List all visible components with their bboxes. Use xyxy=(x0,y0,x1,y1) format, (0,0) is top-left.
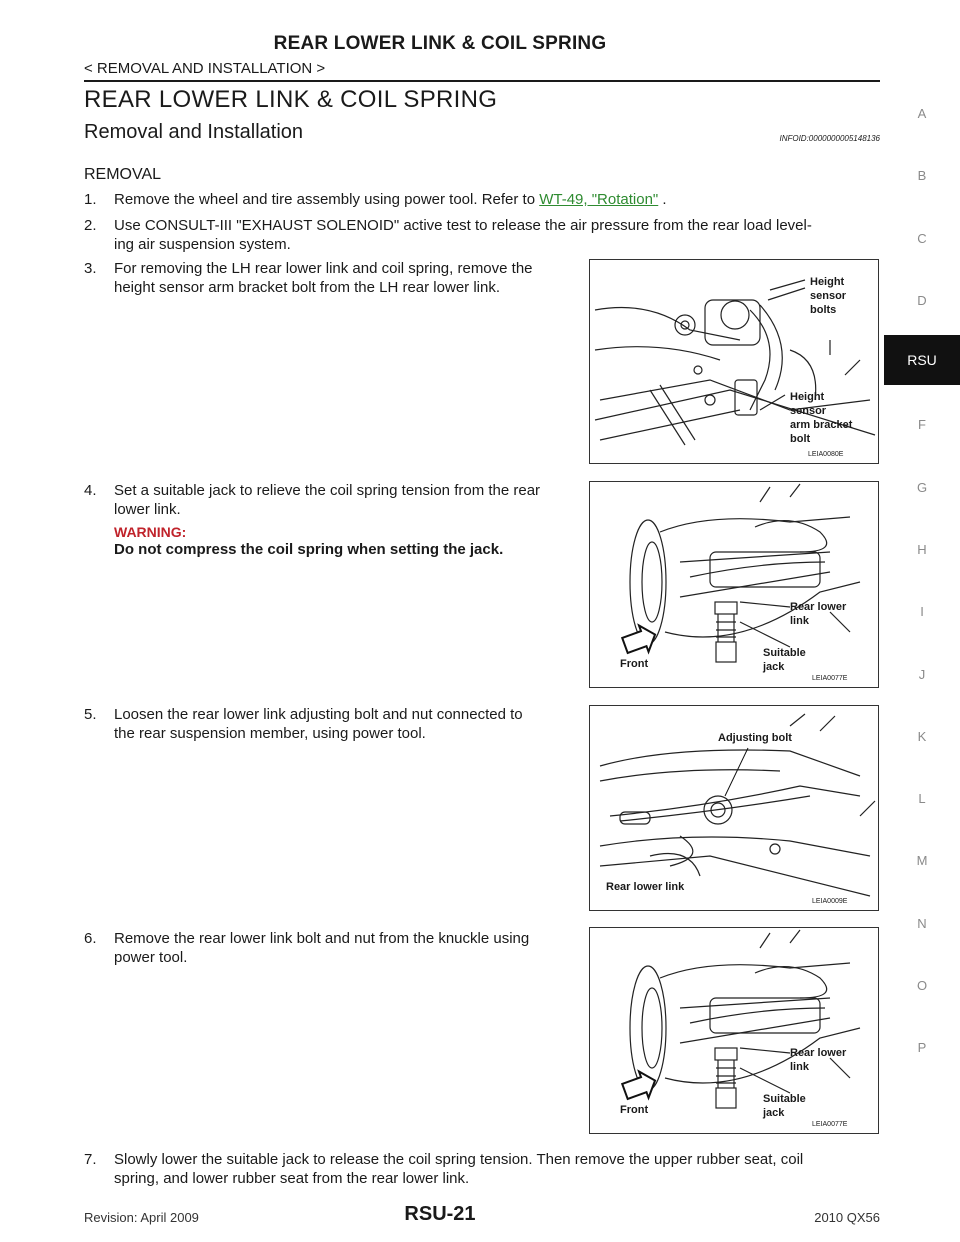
step-text: Remove the wheel and tire assembly using power tool. Refer to xyxy=(114,191,540,208)
step-5 xyxy=(84,705,584,745)
step-text: Remove the rear lower link bolt and nut from the knuckle using xyxy=(114,930,530,947)
step-text: lower link. xyxy=(114,501,181,518)
tab-c[interactable]: C xyxy=(917,231,927,246)
figure-label: sensor xyxy=(810,290,847,302)
header-title: REAR LOWER LINK & COIL SPRING xyxy=(273,33,607,54)
step-text: ing air suspension system. xyxy=(114,236,291,253)
step-1: 1. Remove the wheel and tire assembly using power tool. Refer to WT-49, "Rotation" . xyxy=(84,191,667,208)
figure-label: bolts xyxy=(810,304,837,316)
tab-b[interactable]: B xyxy=(917,168,927,183)
figure-adjusting-bolt xyxy=(589,705,879,911)
tab-k[interactable]: K xyxy=(917,729,927,744)
tab-d[interactable]: D xyxy=(917,293,927,308)
figure-label: Rear lower link xyxy=(606,881,685,893)
step-number: 7. xyxy=(84,1151,97,1168)
tab-j[interactable]: J xyxy=(918,667,926,682)
knuckle-bolt-illustration xyxy=(590,928,878,1133)
jack-setup-illustration xyxy=(590,482,878,687)
header-breadcrumb: < REMOVAL AND INSTALLATION > xyxy=(84,60,326,77)
figure-height-sensor xyxy=(589,259,879,464)
section-subtitle: Removal and Installation xyxy=(84,121,304,143)
step-text: For removing the LH rear lower link and coil spring, remove the xyxy=(114,260,533,277)
tab-n[interactable]: N xyxy=(917,916,927,931)
step-number: 2. xyxy=(84,217,97,234)
step-number: 5. xyxy=(84,706,97,723)
tab-g[interactable]: G xyxy=(916,480,928,495)
step-text: Slowly lower the suitable jack to release the coil spring tension. Then remove the upper rubber seat, coil xyxy=(114,1151,804,1168)
footer-revision: Revision: April 2009 xyxy=(84,1210,199,1225)
figure-label: bolt xyxy=(790,433,811,445)
step-3 xyxy=(84,259,584,299)
figure-label: Height xyxy=(790,391,825,403)
section-tab-rail xyxy=(884,0,960,1242)
figure-label: Rear lower xyxy=(790,601,847,613)
step-text: power tool. xyxy=(114,949,188,966)
figure-jack-setup xyxy=(589,481,879,688)
figure-label: Front xyxy=(620,658,649,670)
tab-p[interactable]: P xyxy=(917,1040,927,1055)
step-7 xyxy=(84,1150,884,1190)
figure-label: jack xyxy=(763,661,785,673)
tab-f[interactable]: F xyxy=(918,417,926,432)
step-text: spring, and lower rubber seat from the rear lower link. xyxy=(114,1170,470,1187)
removal-heading: REMOVAL xyxy=(84,166,162,183)
warning-text: Do not compress the coil spring when setting the jack. xyxy=(114,541,504,558)
figure-label: arm bracket xyxy=(790,419,853,431)
step-6 xyxy=(84,929,584,969)
step-number: 3. xyxy=(84,260,97,277)
figure-knuckle-bolt xyxy=(589,927,879,1134)
step-text: Use CONSULT-III "EXHAUST SOLENOID" active test to release the air pressure from the rear load level- xyxy=(114,217,812,234)
figure-label: Adjusting bolt xyxy=(718,732,792,744)
figure-id: LEIA0009E xyxy=(812,898,848,905)
tab-rsu[interactable]: RSU xyxy=(884,335,960,385)
figure-id: LEIA0077E xyxy=(812,675,848,682)
reference-link[interactable]: WT-49, "Rotation" xyxy=(539,191,659,208)
step-2 xyxy=(84,216,884,256)
figure-label: Suitable xyxy=(763,647,806,659)
step-number: 6. xyxy=(84,930,97,947)
header-divider xyxy=(84,80,880,82)
section-title: REAR LOWER LINK & COIL SPRING xyxy=(84,86,498,113)
step-number: 4. xyxy=(84,482,97,499)
info-id: INFOID:0000000005148136 xyxy=(779,134,880,143)
figure-label: jack xyxy=(763,1107,785,1119)
step-text: Loosen the rear lower link adjusting bolt and nut connected to xyxy=(114,706,523,723)
tab-l[interactable]: L xyxy=(918,791,926,806)
step-4 xyxy=(84,481,584,581)
figure-label: Front xyxy=(620,1104,649,1116)
figure-label: Height xyxy=(810,276,845,288)
footer-model: 2010 QX56 xyxy=(814,1210,880,1225)
tab-h[interactable]: H xyxy=(917,542,927,557)
figure-label: Rear lower xyxy=(790,1047,847,1059)
figure-id: LEIA0080E xyxy=(808,451,844,458)
tab-m[interactable]: M xyxy=(916,853,928,868)
figure-label: sensor xyxy=(790,405,827,417)
step-text: Set a suitable jack to relieve the coil spring tension from the rear xyxy=(114,482,541,499)
figure-label: Suitable xyxy=(763,1093,806,1105)
step-text: the rear suspension member, using power tool. xyxy=(114,725,426,742)
figure-label: link xyxy=(790,615,809,627)
figure-label: link xyxy=(790,1061,809,1073)
warning-heading: WARNING: xyxy=(114,524,187,540)
page-number: RSU-21 xyxy=(404,1203,476,1225)
step-text: height sensor arm bracket bolt from the LH rear lower link. xyxy=(114,279,500,296)
tab-a[interactable]: A xyxy=(917,106,927,121)
tab-i[interactable]: I xyxy=(920,604,924,619)
step-number: 1. xyxy=(84,191,97,208)
figure-id: LEIA0077E xyxy=(812,1121,848,1128)
tab-o[interactable]: O xyxy=(916,978,928,993)
